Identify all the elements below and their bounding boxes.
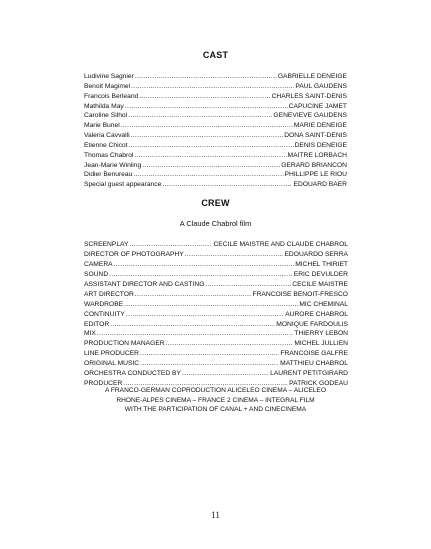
crew-member: THIERRY LEBON <box>294 330 348 338</box>
crew-row <box>84 369 348 379</box>
crew-role: LINE PRODUCER <box>84 350 139 358</box>
crew-row <box>84 270 348 280</box>
dot-leader <box>166 339 294 349</box>
crew-role: ORCHESTRA CONDUCTED BY <box>84 370 181 378</box>
crew-row <box>84 339 348 349</box>
crew-member: CECILE MAISTRE AND CLAUDE CHABROL <box>213 241 348 248</box>
character-name: PAUL GAUDENS <box>295 82 347 90</box>
actor-name: Mathilda May <box>84 102 124 110</box>
crew-member: AURORE CHABROL <box>285 310 348 318</box>
dot-leader <box>139 92 270 102</box>
cast-row <box>84 131 347 141</box>
character-name: CHARLES SAINT-DENIS <box>271 92 347 100</box>
dot-leader <box>128 111 272 121</box>
cast-row <box>84 111 347 121</box>
dot-leader <box>121 121 293 131</box>
actor-name: Didier Benureau <box>84 171 133 179</box>
crew-role: CAMERA <box>84 260 113 268</box>
cast-row <box>84 82 347 92</box>
crew-member: FRANCOISE GALFRE <box>280 350 348 358</box>
crew-role: DIRECTOR OF PHOTOGRAPHY <box>84 250 184 258</box>
crew-role: ORIGINAL MUSIC <box>84 360 140 368</box>
actor-name: Benoit Magimel <box>84 82 131 90</box>
cast-heading: CAST <box>202 50 229 60</box>
crew-row <box>84 329 348 339</box>
crew-role: ART DIRECTOR <box>84 290 134 298</box>
dot-leader <box>140 359 279 369</box>
dot-leader <box>109 270 293 280</box>
cast-row <box>84 121 347 131</box>
dot-leader <box>135 290 252 300</box>
actor-name: Caroline Silhol <box>84 112 128 120</box>
page-number: 11 <box>211 510 220 520</box>
actor-name: Ludivine Sagnier <box>84 73 134 80</box>
crew-member: LAURENT PETITGIRARD <box>270 370 348 378</box>
crew-row <box>84 240 348 250</box>
character-name: MARIE DENEIGE <box>293 122 347 130</box>
character-name: DENIS DENEIGE <box>294 141 347 149</box>
character-name: GERARD BRIANCON <box>281 161 347 169</box>
dot-leader <box>131 131 284 141</box>
crew-heading: CREW <box>201 198 230 208</box>
crew-member: MICHEL JULLIEN <box>294 340 348 348</box>
dot-leader <box>142 161 280 171</box>
character-name: PHILLIPPE LE RIOU <box>284 171 347 179</box>
crew-row <box>84 290 348 300</box>
actor-name: Francois Berleand <box>84 92 139 100</box>
cast-row <box>84 161 347 171</box>
crew-role: SOUND <box>84 270 109 278</box>
crew-member: CECILE MAISTRE <box>292 280 348 288</box>
dot-leader <box>131 82 294 92</box>
crew-row <box>84 349 348 359</box>
dot-leader <box>133 170 283 180</box>
crew-row <box>84 300 348 310</box>
crew-member: MATTHIEU CHABROL <box>280 360 348 368</box>
character-name: GENEVIEVE GAUDENS <box>273 112 347 120</box>
cast-row <box>84 141 347 151</box>
production-line: A FRANCO-GERMAN COPRODUCTION ALICELEO CINEMA – ALICELEO <box>105 387 326 394</box>
cast-list <box>84 72 347 190</box>
dot-leader <box>140 349 279 359</box>
crew-member: ERIC DEVULDER <box>293 270 348 278</box>
dot-leader <box>162 180 292 190</box>
character-name: GABRIELLE DENEIGE <box>277 73 347 80</box>
dot-leader <box>114 260 295 270</box>
production-line: WITH THE PARTICIPATION OF CANAL + AND CINECINEMA <box>124 406 307 414</box>
actor-name: Marie Bunel <box>84 122 120 130</box>
crew-member: MIC CHEMINAL <box>299 300 348 308</box>
dot-leader <box>185 250 284 260</box>
crew-role: EDITOR <box>84 320 110 328</box>
dot-leader <box>125 102 288 112</box>
production-line: RHONE-ALPES CINEMA – FRANCE 2 CINEMA – INTEGRAL FILM <box>116 396 315 404</box>
crew-row <box>84 320 348 330</box>
dot-leader <box>182 369 269 379</box>
actor-name: Special guest appearance <box>84 181 162 189</box>
crew-role: PRODUCTION MANAGER <box>84 340 165 348</box>
crew-role: PRODUCER <box>84 380 123 388</box>
character-name: CAPUCINE JAMET <box>288 102 347 110</box>
production-credits <box>0 386 431 415</box>
crew-role: MIX <box>84 330 96 338</box>
dot-leader <box>110 320 275 330</box>
actor-name: Valeria Cavvalli <box>84 132 130 140</box>
crew-list <box>84 240 348 389</box>
character-name: MAITRE LORBACH <box>287 151 347 159</box>
crew-member: MICHEL THIRIET <box>295 260 348 268</box>
crew-role: ASSISTANT DIRECTOR AND CASTING <box>84 280 205 288</box>
crew-member: MONIQUE FARDOULIS <box>276 320 348 328</box>
cast-row <box>84 92 347 102</box>
cast-row <box>84 151 347 161</box>
dot-leader <box>129 141 294 151</box>
cast-row <box>84 102 347 112</box>
dot-leader <box>97 329 293 339</box>
crew-row <box>84 310 348 320</box>
crew-row <box>84 359 348 369</box>
actor-name: Etienne Chicot <box>84 141 128 149</box>
crew-member: FRANCOISE BENOIT-FRESCO <box>252 290 348 298</box>
dot-leader <box>134 151 286 161</box>
dot-leader <box>135 72 277 82</box>
cast-row <box>84 180 347 190</box>
crew-member: EDOUARDO SERRA <box>284 250 348 258</box>
character-name: EDOUARD BAER <box>293 181 347 189</box>
crew-role: CONTINUITY <box>84 310 125 318</box>
cast-row <box>84 72 347 82</box>
crew-member: PATRICK GODEAU <box>289 380 348 388</box>
dot-leader <box>124 300 298 310</box>
dot-leader <box>126 310 284 320</box>
character-name: DONA SAINT-DENIS <box>284 132 347 140</box>
crew-role: WARDROBE <box>84 300 124 308</box>
crew-role: SCREENPLAY <box>84 241 129 248</box>
dot-leader <box>129 240 212 250</box>
crew-row <box>84 280 348 290</box>
film-subtitle: A Claude Chabrol film <box>179 219 252 228</box>
dot-leader <box>205 280 291 290</box>
actor-name: Thomas Chabrol <box>84 151 134 159</box>
actor-name: Jean-Marie Winling <box>84 161 142 169</box>
crew-row <box>84 260 348 270</box>
crew-row <box>84 250 348 260</box>
cast-row <box>84 170 347 180</box>
